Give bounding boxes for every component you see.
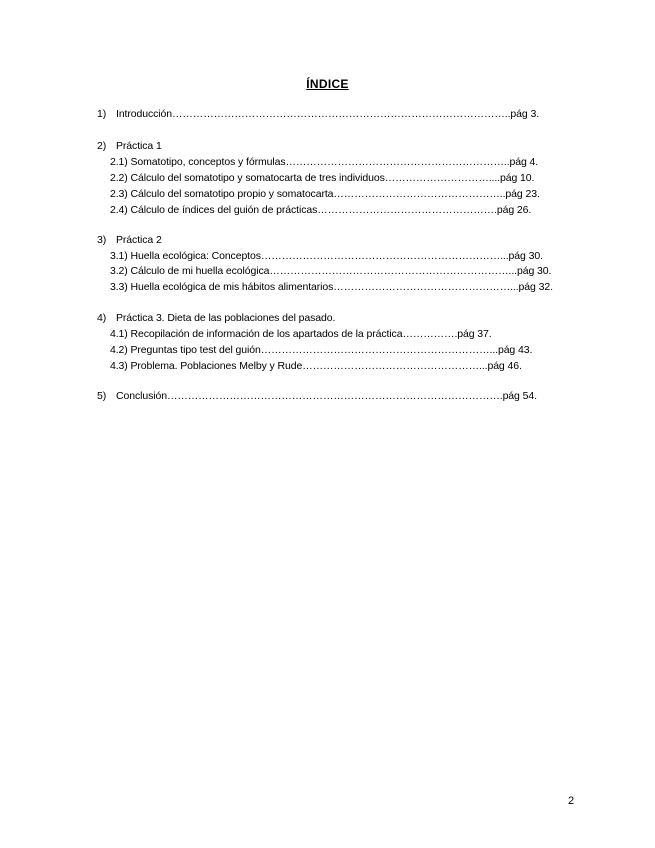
- toc-entry-3-2: 3.2) Cálculo de mi huella ecológica……………………………………………………………...pág 30.: [110, 265, 552, 277]
- toc-entry-3-1: 3.1) Huella ecológica: Conceptos……………………………………………………………...pág 30.: [110, 250, 543, 262]
- toc-entry-3-3: 3.3) Huella ecológica de mis hábitos alimentarios……………………………………………...pág 32.: [110, 281, 553, 293]
- toc-entry-2-1: 2.1) Somatotipo, conceptos y fórmulas………………………………………………………..pág 4.: [110, 156, 539, 168]
- toc-entry-number: 2): [97, 140, 107, 152]
- toc-entry-2-4: 2.4) Cálculo de índices del guión de prácticas…………………………………………….pág 26.: [110, 204, 532, 216]
- toc-entry-2-3: 2.3) Cálculo del somatotipo propio y somatocarta…………………………………………..pág 23.: [110, 188, 540, 200]
- toc-entry-introduccion: [97, 108, 539, 120]
- toc-entry-conclusion: [97, 390, 537, 402]
- toc-entry-4-1: 4.1) Recopilación de información de los apartados de la práctica…………….pág 37.: [110, 328, 492, 340]
- toc-entry-4-2: 4.2) Preguntas tipo test del guión…………………………………………………………...pág 43.: [110, 344, 533, 356]
- toc-entry-2-2: 2.2) Cálculo del somatotipo y somatocarta de tres individuos…………………………....pág 10.: [110, 172, 535, 184]
- toc-entry-text: Práctica 3. Dieta de las poblaciones del pasado.: [116, 312, 336, 324]
- toc-entry-text: Introducción……………………………………………………………………………………..pág 3.: [116, 108, 540, 120]
- toc-entry-text: Práctica 2: [116, 234, 162, 246]
- toc-section-practica-2: [97, 234, 162, 246]
- toc-entry-text: Conclusión…………………………………………………………………………………….pág 54.: [116, 390, 537, 402]
- toc-entry-number: 1): [97, 108, 107, 120]
- toc-section-practica-1: [97, 140, 162, 152]
- toc-section-practica-3: [97, 312, 335, 324]
- toc-entry-text: Práctica 1: [116, 140, 162, 152]
- toc-entry-number: 4): [97, 312, 107, 324]
- page-number: 2: [568, 795, 575, 807]
- index-title: ÍNDICE: [306, 77, 349, 91]
- toc-entry-number: 3): [97, 234, 107, 246]
- toc-entry-number: 5): [97, 390, 107, 402]
- toc-entry-4-3: 4.3) Problema. Poblaciones Melby y Rude……………………………………………...pág 46.: [110, 360, 522, 372]
